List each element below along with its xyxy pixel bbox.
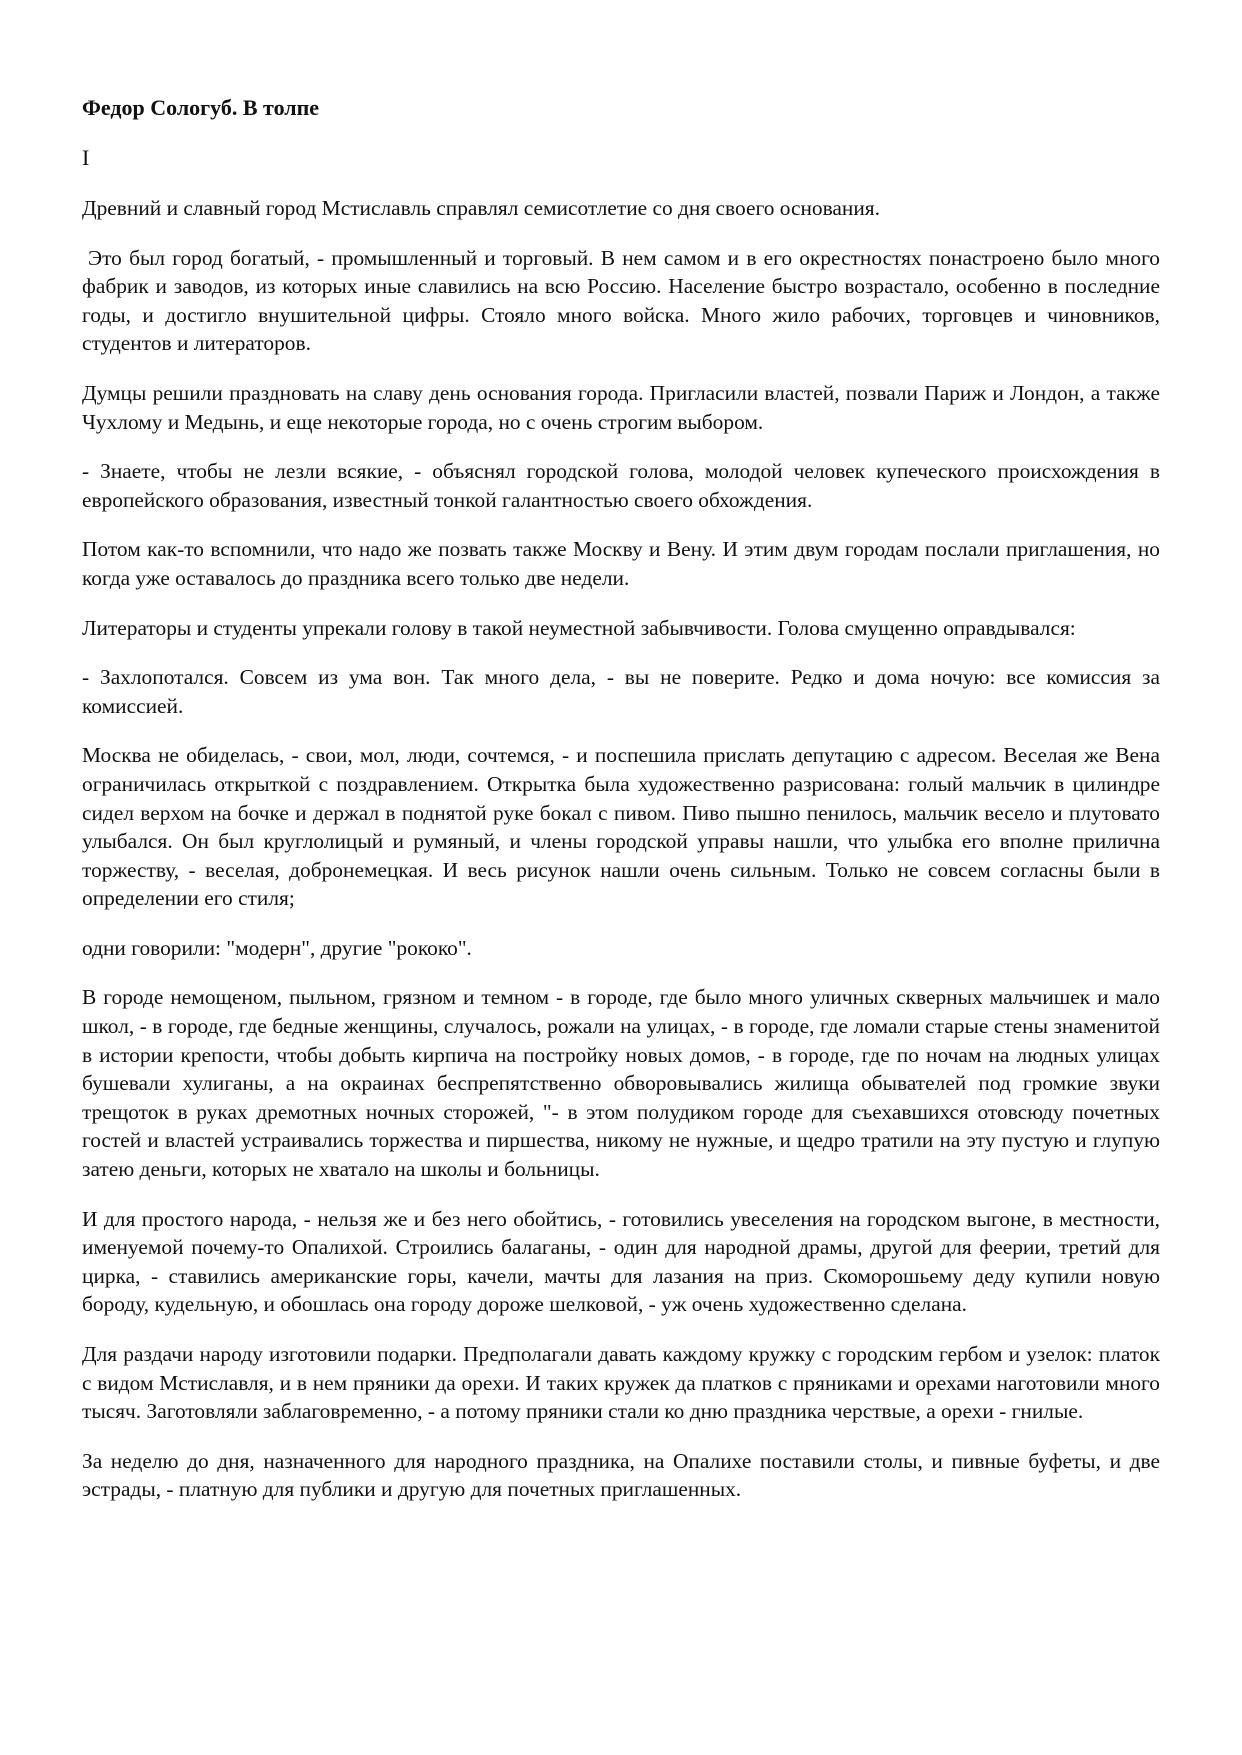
paragraph-8: Москва не обиделась, - свои, мол, люди, сочтемся, - и поспешила прислать депутацию с адресом. Веселая же Вена ограничилась открыткой с поздравлением. Открытка была художественно разрисована: голый мальчик в цилиндре сидел верхом на бочке и держал в поднятой руке бокал с пивом. Пиво пышно пенилось, мальчик весело и плутовато улыбался. Он был круглолицый и румяный, и члены городской управы нашли, что улыбка его вполне прилична торжеству, - веселая, добронемецкая. И весь рисунок нашли очень сильным. Только не совсем согласны были в определении его стиля; xyxy=(82,743,1160,911)
paragraph-7: - Захлопотался. Совсем из ума вон. Так много дела, - вы не поверите. Редко и дома ночую: все комиссия за комиссией. xyxy=(82,665,1160,718)
document-page xyxy=(82,84,1160,1525)
document-title: Федор Сологуб. В толпе xyxy=(82,95,320,120)
paragraph-12: Для раздачи народу изготовили подарки. Предполагали давать каждому кружку с городским гербом и узелок: платок с видом Мстиславля, и в нем пряники да орехи. И таких кружек да платков с пряниками и орехами наготовили много тысяч. Заготовляли заблаговременно, - а потому пряники стали ко дню праздника черствые, а орехи - гнилые. xyxy=(82,1342,1160,1424)
paragraph-10: В городе немощеном, пыльном, грязном и темном - в городе, где было много уличных скверных мальчишек и мало школ, - в городе, где бедные женщины, случалось, рожали на улицах, - в городе, где ломали старые стены знаменитой в истории крепости, чтобы добыть кирпича на постройку новых домов, - в городе, где по ночам на людных улицах бушевали хулиганы, а на окраинах беспрепятственно обворовывались жилища обывателей под громкие звуки трещоток в руках дремотных ночных сторожей, "- в этом полудиком городе для съехавшихся отовсюду почетных гостей и властей устраивались торжества и пиршества, никому не нужные, и щедро тратили на эту пустую и глупую затею деньги, которых не хватало на школы и больницы. xyxy=(82,985,1160,1182)
paragraph-3: Думцы решили праздновать на славу день основания города. Пригласили властей, позвали Париж и Лондон, а также Чухлому и Медынь, и еще некоторые города, но с очень строгим выбором. xyxy=(82,380,1160,434)
paragraph-13: За неделю до дня, назначенного для народного праздника, на Опалихе поставили столы, и пивные буфеты, и две эстрады, - платную для публики и другую для почетных приглашенных. xyxy=(82,1448,1160,1502)
paragraph-9: одни говорили: "модерн", другие "рококо". xyxy=(82,935,472,960)
paragraph-5: Потом как-то вспомнили, что надо же позвать также Москву и Вену. И этим двум городам послали приглашения, но когда уже оставалось до праздника всего только две недели. xyxy=(82,537,1160,590)
paragraph-11: И для простого народа, - нельзя же и без него обойтись, - готовились увеселения на городском выгоне, в местности, именуемой почему-то Опалихой. Строились балаганы, - один для народной драмы, другой для феерии, третий для цирка, - ставились американские горы, качели, мачты для лазания на приз. Скоморошьему деду купили новую бороду, кудельную, и обошлась она городу дороже шелковой, - уж очень художественно сделана. xyxy=(82,1206,1160,1317)
paragraph-1: Древний и славный город Мстиславль справлял семисотлетие со дня своего основания. xyxy=(82,196,880,220)
chapter-number: I xyxy=(82,145,90,170)
paragraph-4: - Знаете, чтобы не лезли всякие, - объяснял городской голова, молодой человек купеческого происхождения в европейского образования, известный тонкой галантностью своего обхождения. xyxy=(82,459,1160,512)
paragraph-2: Это был город богатый, - промышленный и торговый. В нем самом и в его окрестностях понастроено было много фабрик и заводов, из которых иные славились на всю Россию. Население быстро возрастало, особенно в последние годы, и достигло внушительной цифры. Стояло много войска. Много жило рабочих, торговцев и чиновников, студентов и литераторов. xyxy=(82,245,1160,356)
paragraph-6: Литераторы и студенты упрекали голову в такой неуместной забывчивости. Голова смущенно оправдывался: xyxy=(82,615,1076,640)
